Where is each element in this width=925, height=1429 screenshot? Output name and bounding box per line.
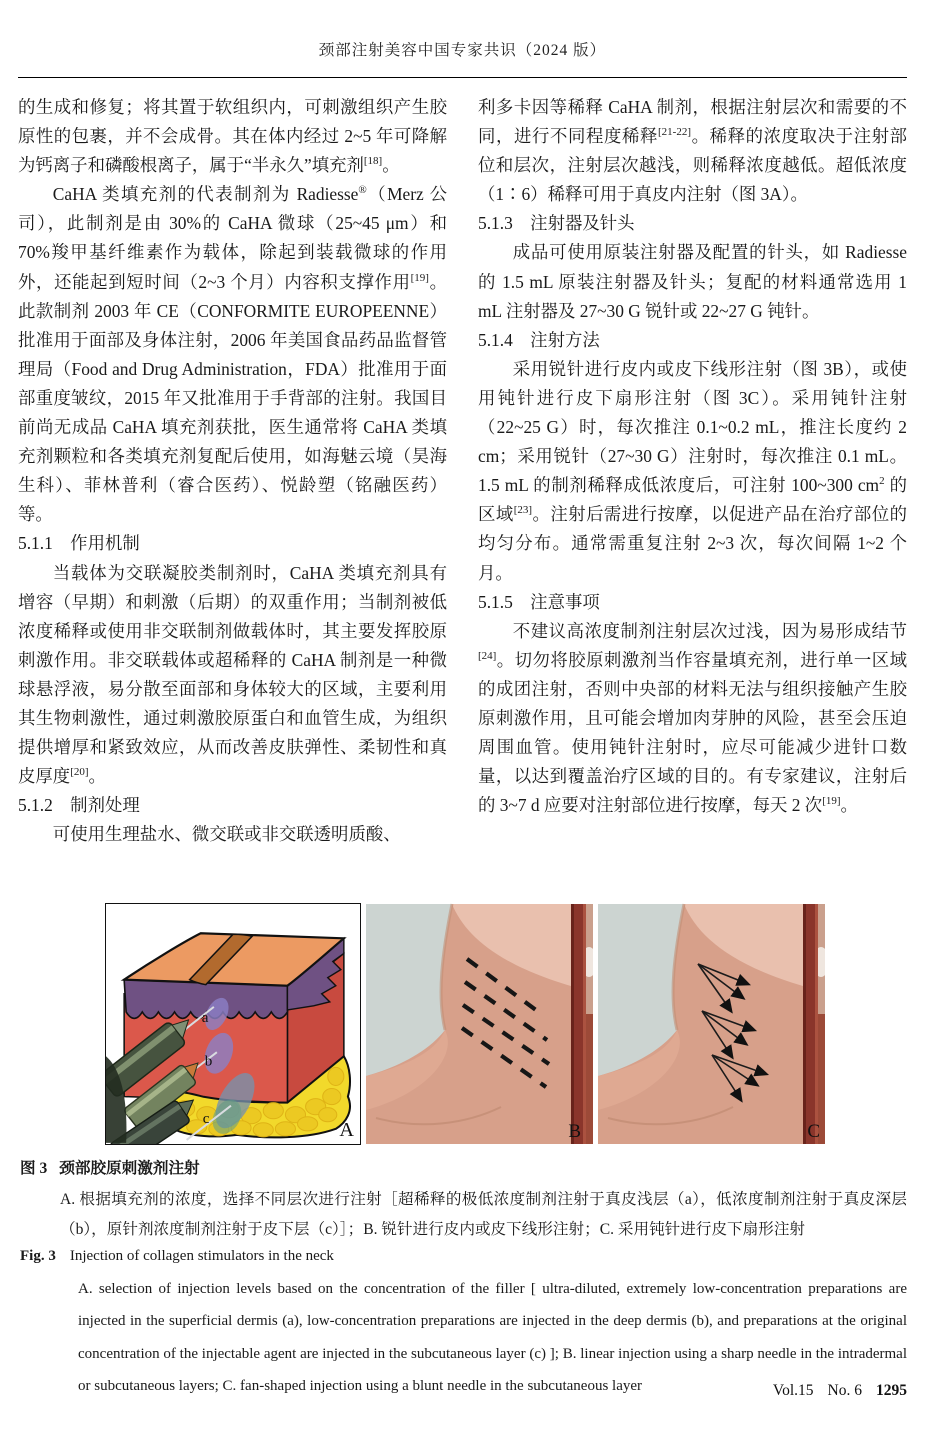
annotation-label-a: a: [201, 1009, 209, 1026]
volume-label: Vol.15: [772, 1382, 814, 1399]
figure-caption-en-body: A. selection of injection levels based on the concentration of the filler [ ultra-diluted, extremely low-concentration preparations are injected in the superficial dermis (a), low-concentration preparations are injected in the deep dermis (b), and preparations at the original concentration of the injectable agent are injected in the subcutaneous layer (c) ]; B. linear injection using a sharp needle in the intradermal or subcutaneous layers; C. fan-shaped injection using a blunt needle in the subcutaneous layer: [78, 1280, 907, 1394]
figure-panel-b-linear-injection: [366, 903, 593, 1145]
article-body: [18, 93, 907, 849]
figure-panel-a-skin-diagram: [105, 903, 361, 1145]
figure-caption-chinese: [20, 1154, 907, 1246]
paragraph: 的生成和修复；将其置于软组织内，可刺激组织产生胶原性的包裹，并不会成骨。其在体内经过 2~5 年可降解为钙离子和磷酸根离子，属于“半永久”填充剂[18]。: [18, 97, 447, 176]
paragraph: 成品可使用原装注射器及配置的针头，如 Radiesse 的 1.5 mL 原装注射器及针头；复配的材料通常选用 1 mL 注射器及 27~30 G 锐针或 22~27 G 钝针。: [478, 242, 907, 321]
figure-panel-c-fan-injection: [598, 903, 825, 1145]
neck-fan-injection-illustration: [598, 903, 825, 1145]
figure-caption-cn-body: A. 根据填充剂的浓度，选择不同层次进行注射［超稀释的极低浓度制剂注射于真皮浅层（a），低浓度制剂注射于真皮深层（b），原针剂浓度制剂注射于皮下层（c）］；B. 锐针进行皮内或皮下线形注射；C. 采用钝针进行皮下扇形注射: [60, 1190, 907, 1238]
figure-number-cn: 图 3: [20, 1160, 48, 1177]
figure-title-cn: 颈部胶原刺激剂注射: [59, 1160, 200, 1177]
page-footer: [773, 1382, 907, 1400]
panel-letter-a: A: [339, 1118, 354, 1141]
paragraph: CaHA 类填充剂的代表制剂为 Radiesse®（Merz 公司），此制剂是由 30%的 CaHA 微球（25~45 μm）和 70%羧甲基纤维素作为载体，除起到装载微球的作用外，还能起到短时间（2~3 个月）内容积支撑作用[19]。此款制剂 2003 年 CE（CONFORMITE EUROPEENNE）批准用于面部及身体注射，2006 年美国食品药品监督管理局（Food and Drug Administration，FDA）批准用于面部重度皱纹，2015 年又批准用于手背部的注射。我国目前尚无成品 CaHA 填充剂获批，医生通常将 CaHA 类填充剂颗粒和各类填充剂复配后使用，如海魅云境（昊海生科）、菲林普利（睿合医药）、悦龄塑（铭融医药）等。: [18, 184, 447, 525]
annotation-label-b: b: [204, 1053, 213, 1070]
figure-caption-cn-title-line: [20, 1154, 907, 1185]
running-head-title: 颈部注射美容中国专家共识（2024 版）: [318, 42, 607, 59]
page-number: 1295: [876, 1382, 907, 1399]
paragraph: 不建议高浓度制剂注射层次过浅，因为易形成结节[24]。切勿将胶原刺激剂当作容量填充剂，进行单一区域的成团注射，否则中央部的材料无法与组织接触产生胶原刺激作用，且可能会增加肉芽肿的风险，甚至会压迫周围血管。使用钝针注射时，应尽可能减少进针口数量，以达到覆盖治疗区域的目的。有专家建议，注射后的 3~7 d 应要对注射部位进行按摩，每天 2 次[19]。: [478, 620, 907, 816]
figure-3: [105, 903, 825, 1145]
figure-number-en: Fig. 3: [20, 1248, 56, 1264]
paragraph: 当载体为交联凝胶类制剂时，CaHA 类填充剂具有增容（早期）和刺激（后期）的双重作用；当制剂被低浓度稀释或使用非交联制剂做载体时，其主要发挥胶原刺激作用。非交联载体或超稀释的 CaHA 制剂是一种微球悬浮液，易分散至面部和身体较大的区域，主要利用其生物刺激性，通过刺激胶原蛋白和血管生成，为组织提供增厚和紧致效应，从而改善皮肤弹性、柔韧性和真皮厚度[20]。: [18, 562, 447, 787]
panel-letter-b: B: [568, 1121, 581, 1142]
section-heading: 5.1.1 作用机制: [18, 533, 140, 554]
section-heading: 5.1.5 注意事项: [478, 591, 600, 612]
left-column: [18, 93, 447, 849]
figure-caption-english: [20, 1240, 907, 1403]
right-column: [478, 93, 907, 849]
figure-title-en: Injection of collagen stimulators in the neck: [69, 1248, 334, 1264]
panel-letter-c: C: [807, 1121, 820, 1142]
section-heading: 5.1.3 注射器及针头: [478, 213, 635, 234]
section-heading: 5.1.2 制剂处理: [18, 795, 140, 816]
paragraph: 采用锐针进行皮内或皮下线形注射（图 3B），或使用钝针进行皮下扇形注射（图 3C）。采用钝针注射（22~25 G）时，每次推注 0.1~0.2 mL，推注长度约 2 cm；采用锐针（27~30 G）注射时，每次推注 0.1 mL。1.5 mL 的制剂稀释成低浓度后，可注射 100~300 $cm^2$ 的区域[23]。注射后需进行按摩，以促进产品在治疗部位的均匀分布。通常需重复注射 2~3 次，每次间隔 1~2 个月。: [478, 358, 907, 583]
paragraph: 利多卡因等稀释 CaHA 制剂，根据注射层次和需要的不同，进行不同程度稀释[21-22]。稀释的浓度取决于注射部位和层次，注射层次越浅，则稀释浓度越低。超低浓度（1∶6）稀释可用于真皮内注射（图 3A）。: [478, 97, 907, 205]
neck-linear-injection-illustration: [366, 903, 593, 1145]
header-rule: [18, 77, 907, 78]
figure-caption-en-title-line: [20, 1240, 907, 1273]
skin-layers-illustration: [106, 904, 360, 1144]
annotation-label-c: c: [202, 1110, 210, 1127]
paragraph: 可使用生理盐水、微交联或非交联透明质酸、: [52, 824, 401, 845]
section-heading: 5.1.4 注射方法: [478, 329, 600, 350]
issue-label: No. 6: [827, 1382, 862, 1399]
